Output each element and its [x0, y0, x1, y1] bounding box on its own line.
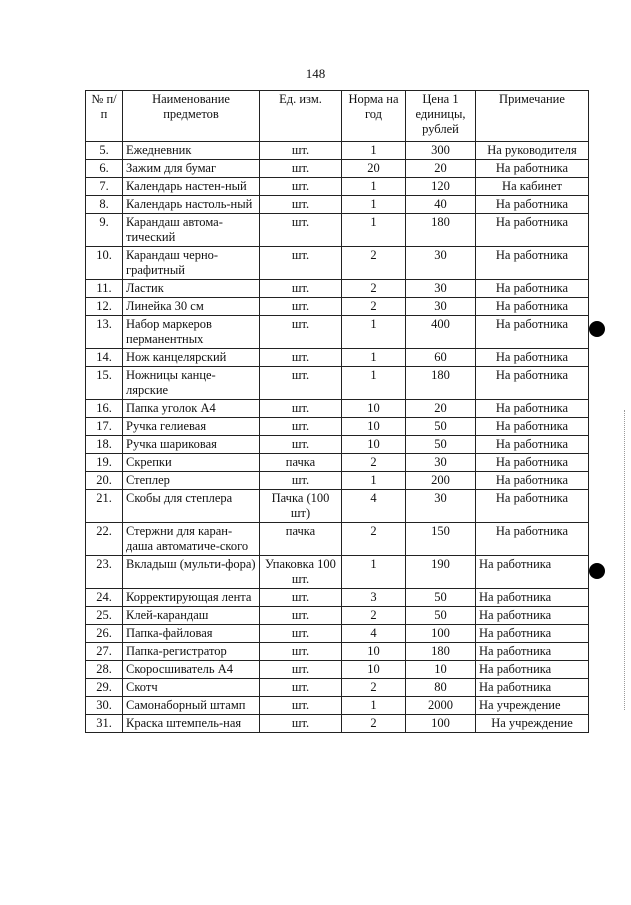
cell-unit: шт. [260, 400, 342, 418]
cell-name: Папка уголок А4 [123, 400, 260, 418]
cell-norm: 1 [342, 556, 406, 589]
cell-unit: шт. [260, 715, 342, 733]
cell-note: На работника [476, 523, 589, 556]
cell-num: 7. [86, 178, 123, 196]
cell-norm: 1 [342, 349, 406, 367]
cell-norm: 1 [342, 697, 406, 715]
cell-norm: 2 [342, 280, 406, 298]
cell-norm: 1 [342, 178, 406, 196]
cell-price: 50 [406, 436, 476, 454]
cell-num: 16. [86, 400, 123, 418]
cell-note: На работника [476, 418, 589, 436]
cell-norm: 10 [342, 436, 406, 454]
cell-unit: шт. [260, 247, 342, 280]
scan-hole-mark [589, 321, 605, 337]
cell-norm: 1 [342, 214, 406, 247]
cell-norm: 3 [342, 589, 406, 607]
cell-name: Набор маркеров перманентных [123, 316, 260, 349]
cell-num: 27. [86, 643, 123, 661]
cell-name: Линейка 30 см [123, 298, 260, 316]
cell-norm: 1 [342, 142, 406, 160]
cell-norm: 10 [342, 661, 406, 679]
cell-price: 30 [406, 490, 476, 523]
cell-name: Стержни для каран-даша автоматиче-ского [123, 523, 260, 556]
cell-name: Ручка гелиевая [123, 418, 260, 436]
cell-price: 180 [406, 214, 476, 247]
cell-price: 30 [406, 454, 476, 472]
margin-scan-artifact [624, 410, 628, 710]
cell-name: Клей-карандаш [123, 607, 260, 625]
cell-num: 28. [86, 661, 123, 679]
cell-note: На работника [476, 196, 589, 214]
cell-unit: шт. [260, 643, 342, 661]
cell-unit: шт. [260, 472, 342, 490]
cell-name: Календарь настоль-ный [123, 196, 260, 214]
cell-norm: 4 [342, 625, 406, 643]
cell-name: Вкладыш (мульти-фора) [123, 556, 260, 589]
cell-norm: 10 [342, 418, 406, 436]
cell-price: 120 [406, 178, 476, 196]
cell-norm: 1 [342, 367, 406, 400]
cell-price: 40 [406, 196, 476, 214]
cell-name: Карандаш автома-тический [123, 214, 260, 247]
table-row [86, 589, 589, 607]
cell-num: 9. [86, 214, 123, 247]
table-row [86, 418, 589, 436]
cell-name: Ручка шариковая [123, 436, 260, 454]
cell-price: 300 [406, 142, 476, 160]
cell-price: 190 [406, 556, 476, 589]
cell-price: 50 [406, 589, 476, 607]
cell-name: Папка-регистратор [123, 643, 260, 661]
cell-price: 100 [406, 625, 476, 643]
cell-unit: шт. [260, 160, 342, 178]
table-row [86, 247, 589, 280]
cell-name: Нож канцелярский [123, 349, 260, 367]
table-row [86, 454, 589, 472]
cell-price: 20 [406, 400, 476, 418]
cell-name: Скобы для степлера [123, 490, 260, 523]
cell-note: На работника [476, 214, 589, 247]
cell-norm: 4 [342, 490, 406, 523]
cell-num: 18. [86, 436, 123, 454]
table-row [86, 280, 589, 298]
page-number: 148 [305, 66, 326, 81]
cell-unit: шт. [260, 607, 342, 625]
cell-name: Скотч [123, 679, 260, 697]
cell-unit: шт. [260, 280, 342, 298]
cell-unit: Упаковка 100 шт. [260, 556, 342, 589]
table-row [86, 643, 589, 661]
cell-price: 50 [406, 607, 476, 625]
table-row [86, 316, 589, 349]
cell-unit: пачка [260, 454, 342, 472]
cell-unit: шт. [260, 436, 342, 454]
cell-norm: 1 [342, 196, 406, 214]
cell-num: 22. [86, 523, 123, 556]
table-row [86, 214, 589, 247]
cell-name: Папка-файловая [123, 625, 260, 643]
cell-norm: 10 [342, 400, 406, 418]
cell-norm: 2 [342, 247, 406, 280]
cell-num: 19. [86, 454, 123, 472]
cell-num: 6. [86, 160, 123, 178]
cell-unit: шт. [260, 349, 342, 367]
cell-note: На работника [476, 661, 589, 679]
cell-note: На работника [476, 298, 589, 316]
cell-norm: 2 [342, 454, 406, 472]
cell-price: 30 [406, 298, 476, 316]
cell-num: 29. [86, 679, 123, 697]
cell-price: 60 [406, 349, 476, 367]
cell-price: 180 [406, 643, 476, 661]
cell-norm: 2 [342, 298, 406, 316]
cell-unit: шт. [260, 142, 342, 160]
cell-name: Зажим для бумаг [123, 160, 260, 178]
table-row [86, 715, 589, 733]
cell-num: 25. [86, 607, 123, 625]
table-row [86, 679, 589, 697]
cell-note: На работника [476, 436, 589, 454]
header-note: Примечание [476, 91, 589, 142]
cell-unit: шт. [260, 178, 342, 196]
cell-unit: шт. [260, 418, 342, 436]
cell-num: 13. [86, 316, 123, 349]
cell-unit: шт. [260, 367, 342, 400]
cell-price: 30 [406, 280, 476, 298]
cell-note: На руководителя [476, 142, 589, 160]
header-price: Цена 1 единицы, рублей [406, 91, 476, 142]
cell-num: 26. [86, 625, 123, 643]
table-row [86, 661, 589, 679]
cell-unit: шт. [260, 661, 342, 679]
cell-num: 21. [86, 490, 123, 523]
cell-name: Календарь настен-ный [123, 178, 260, 196]
cell-unit: шт. [260, 214, 342, 247]
cell-num: 10. [86, 247, 123, 280]
table-row [86, 523, 589, 556]
cell-note: На учреждение [476, 697, 589, 715]
cell-unit: шт. [260, 625, 342, 643]
header-num: № п/п [86, 91, 123, 142]
cell-price: 20 [406, 160, 476, 178]
cell-note: На работника [476, 316, 589, 349]
cell-note: На работника [476, 625, 589, 643]
table-row [86, 625, 589, 643]
table-row [86, 400, 589, 418]
cell-note: На учреждение [476, 715, 589, 733]
cell-note: На работника [476, 160, 589, 178]
cell-note: На работника [476, 607, 589, 625]
cell-unit: пачка [260, 523, 342, 556]
cell-price: 150 [406, 523, 476, 556]
cell-norm: 2 [342, 607, 406, 625]
cell-name: Скрепки [123, 454, 260, 472]
cell-name: Ежедневник [123, 142, 260, 160]
cell-note: На работника [476, 589, 589, 607]
cell-num: 31. [86, 715, 123, 733]
cell-name: Самонаборный штамп [123, 697, 260, 715]
cell-norm: 2 [342, 679, 406, 697]
cell-name: Ножницы канце-лярские [123, 367, 260, 400]
table-row [86, 367, 589, 400]
cell-name: Скоросшиватель А4 [123, 661, 260, 679]
table-row [86, 490, 589, 523]
table-row [86, 436, 589, 454]
cell-norm: 20 [342, 160, 406, 178]
table-row [86, 142, 589, 160]
cell-note: На работника [476, 247, 589, 280]
cell-note: На работника [476, 400, 589, 418]
cell-price: 30 [406, 247, 476, 280]
scan-hole-mark [589, 563, 605, 579]
cell-note: На работника [476, 643, 589, 661]
cell-unit: шт. [260, 697, 342, 715]
cell-price: 180 [406, 367, 476, 400]
cell-norm: 10 [342, 643, 406, 661]
table-row [86, 160, 589, 178]
cell-num: 23. [86, 556, 123, 589]
cell-price: 200 [406, 472, 476, 490]
cell-note: На работника [476, 454, 589, 472]
cell-price: 50 [406, 418, 476, 436]
cell-note: На работника [476, 556, 589, 589]
cell-unit: шт. [260, 298, 342, 316]
cell-unit: шт. [260, 316, 342, 349]
cell-norm: 2 [342, 715, 406, 733]
cell-unit: шт. [260, 679, 342, 697]
cell-unit: Пачка (100 шт) [260, 490, 342, 523]
cell-num: 5. [86, 142, 123, 160]
cell-unit: шт. [260, 196, 342, 214]
cell-num: 11. [86, 280, 123, 298]
table-header-row [86, 91, 589, 142]
supply-norms-table [85, 90, 589, 733]
cell-price: 100 [406, 715, 476, 733]
cell-num: 24. [86, 589, 123, 607]
cell-price: 80 [406, 679, 476, 697]
cell-note: На кабинет [476, 178, 589, 196]
cell-name: Степлер [123, 472, 260, 490]
cell-norm: 1 [342, 472, 406, 490]
cell-note: На работника [476, 367, 589, 400]
header-name: Наименование предметов [123, 91, 260, 142]
table-row [86, 349, 589, 367]
cell-note: На работника [476, 280, 589, 298]
cell-num: 17. [86, 418, 123, 436]
header-unit: Ед. изм. [260, 91, 342, 142]
cell-num: 14. [86, 349, 123, 367]
cell-unit: шт. [260, 589, 342, 607]
cell-name: Краска штемпель-ная [123, 715, 260, 733]
table-row [86, 556, 589, 589]
table-row [86, 196, 589, 214]
cell-price: 2000 [406, 697, 476, 715]
cell-num: 15. [86, 367, 123, 400]
table-row [86, 298, 589, 316]
cell-num: 8. [86, 196, 123, 214]
cell-num: 30. [86, 697, 123, 715]
table-row [86, 178, 589, 196]
table-row [86, 607, 589, 625]
cell-name: Корректирующая лента [123, 589, 260, 607]
cell-norm: 1 [342, 316, 406, 349]
cell-num: 20. [86, 472, 123, 490]
cell-note: На работника [476, 679, 589, 697]
cell-num: 12. [86, 298, 123, 316]
cell-price: 400 [406, 316, 476, 349]
cell-price: 10 [406, 661, 476, 679]
header-norm: Норма на год [342, 91, 406, 142]
cell-name: Ластик [123, 280, 260, 298]
cell-norm: 2 [342, 523, 406, 556]
cell-note: На работника [476, 472, 589, 490]
table-row [86, 472, 589, 490]
table-row [86, 697, 589, 715]
cell-note: На работника [476, 490, 589, 523]
table-body [86, 142, 589, 733]
cell-name: Карандаш черно-графитный [123, 247, 260, 280]
cell-note: На работника [476, 349, 589, 367]
